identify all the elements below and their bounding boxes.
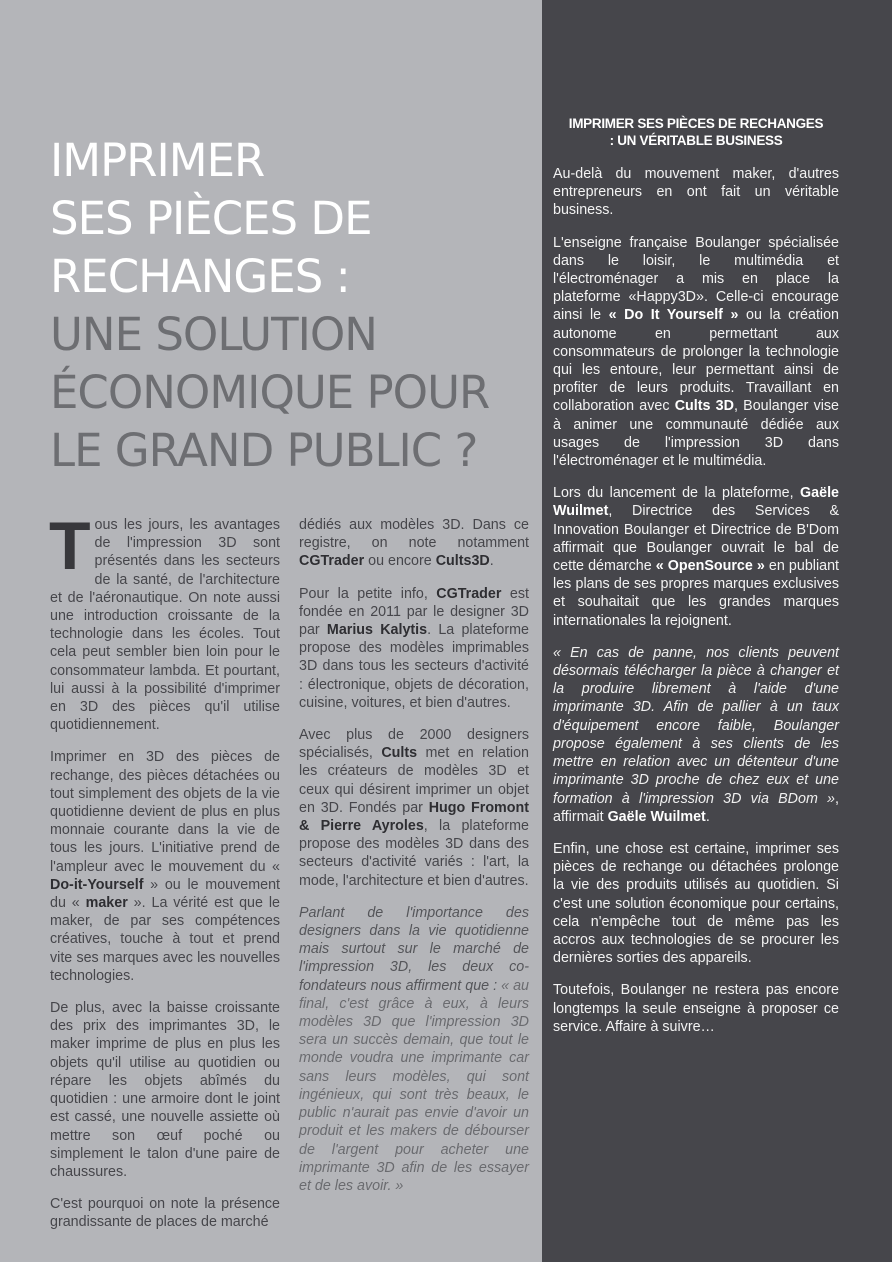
- bold-text: Hugo Fromont & Pierre Ayroles: [299, 799, 529, 835]
- bold-text: Gaële Wuilmet: [607, 808, 706, 825]
- subtitle-line: UNE SOLUTION: [50, 308, 377, 361]
- drop-cap: T: [49, 508, 91, 584]
- sidebar-heading: [553, 115, 839, 149]
- quote-text: « au final, c'est grâce à eux, à leurs modèles 3D que l'impression 3D sera un succès demain, que tout le monde voudra une imprimante car sans leurs modèles, qui sont ingénieux, qui sont très beaux, le public n'aurait pas envie d'avoir un produit et les makers de débourser de l'argent pour acheter une imprimante 3D afin de les essayer et de les avoir. »: [299, 977, 530, 1194]
- paragraph: Enfin, une chose est certaine, imprimer ses pièces de rechange ou détachées prolonge la vie des produits utilisés au quotidien. Si c'est une solution économique pour certains, cela n'empêche tout de même pas les accros aux technologies de se procurer les dernières sorties des appareils.: [553, 840, 839, 967]
- text: , Boulanger vise à animer une communauté dédiée aux usages de l'impression 3D dans l'électroménager et le multimédia.: [553, 398, 839, 470]
- paragraph: Au-delà du mouvement maker, d'autres entrepreneurs en ont fait un véritable business.: [553, 166, 839, 219]
- text: Imprimer en 3D des pièces de rechange, des pièces détachées ou tout simplement des objets de la vie quotidienne devient de plus en plus monnaie courante dans la vie de tous les jours. L'initiative prend de l'ampleur avec le mouvement du «: [50, 749, 280, 875]
- text: ». La vérité est que le maker, de par ses compétences créatives, touche à tout et prend vite ses marques avec les nouvelles technologies.: [50, 895, 280, 984]
- bold-text: Do-it-Yourself: [50, 876, 144, 893]
- text: ou la création autonome en permettant aux consommateurs de prolonger la technologie qui les entoure, leur permettant ainsi de profiter de leurs produits. Travaillant en collaboration avec: [553, 307, 839, 415]
- quote-text: « En cas de panne, nos clients peuvent désormais télécharger la pièce à changer et la produire librement à l'aide d'une imprimante 3D. Afin de pallier à un taux d'équipement encore faible, Boulanger propose également à ses clients de les mettre en relation avec un détenteur d'une imprimante 3D proche de chez eux et une formation à l'impression 3D via BDom »: [553, 644, 839, 807]
- bold-text: « Do It Yourself »: [608, 307, 739, 324]
- bold-text: CGTrader: [299, 553, 365, 570]
- text: met en relation les créateurs de modèles 3D et ceux qui désirent imprimer un objet en 3D. Fondés par: [299, 745, 530, 816]
- text: Lors du lancement de la plateforme,: [553, 485, 801, 502]
- text: ou encore: [364, 553, 436, 570]
- subtitle-line: ÉCONOMIQUE POUR: [50, 366, 490, 419]
- text: .: [705, 808, 710, 825]
- text: L'enseigne française Boulanger spécialisée dans le loisir, le multimédia et l'électroménager a mis en place la plateforme «Happy3D». Celle-ci encourage ainsi le: [553, 234, 839, 324]
- bold-text: maker: [85, 895, 128, 912]
- text: .: [489, 553, 494, 570]
- title-line: IMPRIMER: [50, 134, 265, 187]
- heading-line: : UN VÉRITABLE BUSINESS: [609, 133, 783, 148]
- paragraph: [299, 516, 529, 571]
- paragraph: [299, 726, 529, 890]
- paragraph: [49, 508, 280, 734]
- quote-paragraph: [299, 904, 529, 1195]
- subtitle-line: LE GRAND PUBLIC ?: [50, 424, 478, 477]
- paragraph: De plus, avec la baisse croissante des prix des imprimantes 3D, le maker imprime de plus en plus les objets qu'il utilise au quotidien ou répare les objets abîmés du quotidien : une armoire dont le joint est cassé, une nouvelle assiette où mettre son œuf poché ou simplement le talon d'une paire de chaussures.: [50, 1000, 280, 1180]
- bold-text: Gaële Wuilmet: [553, 485, 839, 520]
- paragraph: [299, 585, 529, 712]
- text: , la plateforme propose des modèles 3D dans des secteurs d'activité variés : l'art, la mode, l'architecture et bien d'autres.: [299, 818, 529, 889]
- text: est fondée en 2011 par le designer 3D par: [299, 585, 529, 639]
- heading-line: IMPRIMER SES PIÈCES DE RECHANGES: [568, 116, 824, 131]
- text: Pour la petite info,: [299, 585, 437, 602]
- bold-text: Cults: [381, 745, 418, 762]
- text: , Directrice des Services & Innovation Boulanger et Directrice de B'Dom affirmait que Boulanger ouvrait le bal de cette démarche: [553, 503, 839, 575]
- text: » ou le mouvement du «: [50, 876, 280, 912]
- text: , affirmait: [553, 790, 839, 825]
- text: Parlant de l'importance des designers dans la vie quotidienne mais surtout sur le marché de l'impression 3D, les deux co-fondateurs nous affirment que :: [299, 904, 529, 994]
- paragraph: [50, 748, 280, 985]
- paragraph-text: ous les jours, les avantages de l'impression 3D sont présentés dans les secteurs de la santé, de l'architecture et de l'aéronautique. On note aussi une introduction croissante de la technologie dans les écoles. Tout cela peut sembler bien loin pour le consommateur lambda. Et pourtant, lui aussi à la possibilité d'imprimer en 3D des pièces qu'il utilise quotidiennement.: [50, 517, 280, 734]
- bold-text: Cults3D: [435, 553, 490, 570]
- paragraph: Toutefois, Boulanger ne restera pas encore longtemps la seule enseigne à proposer ce service. Affaire à suivre…: [553, 982, 839, 1035]
- paragraph: [553, 234, 839, 471]
- bold-text: Cults 3D: [674, 398, 734, 415]
- bold-text: « OpenSource »: [655, 558, 765, 575]
- article-column-1: [49, 508, 280, 1246]
- article-column-2: [299, 516, 529, 1209]
- title-line: RECHANGES :: [50, 250, 350, 303]
- text: . La plateforme propose des modèles imprimables 3D dans tous les secteurs d'activité : électronique, objets de décoration, cuisine, voitures, et bien d'autres.: [299, 622, 529, 711]
- paragraph: C'est pourquoi on note la présence grandissante de places de marché: [50, 1196, 280, 1231]
- quote-paragraph: [553, 644, 839, 826]
- paragraph: [553, 484, 839, 630]
- text: en publiant les plans de ses propres marques exclusives et souhaitait que les grandes marques internationales la rejoignent.: [553, 558, 840, 629]
- article-title: [50, 132, 540, 480]
- text: dédiés aux modèles 3D. Dans ce registre, on note notamment: [299, 517, 529, 552]
- bold-text: Marius Kalytis: [326, 622, 428, 639]
- sidebar-column: [553, 115, 839, 1050]
- title-line: SES PIÈCES DE: [50, 192, 372, 245]
- text: Avec plus de 2000 designers spécialisés,: [299, 727, 529, 762]
- bold-text: CGTrader: [436, 585, 502, 602]
